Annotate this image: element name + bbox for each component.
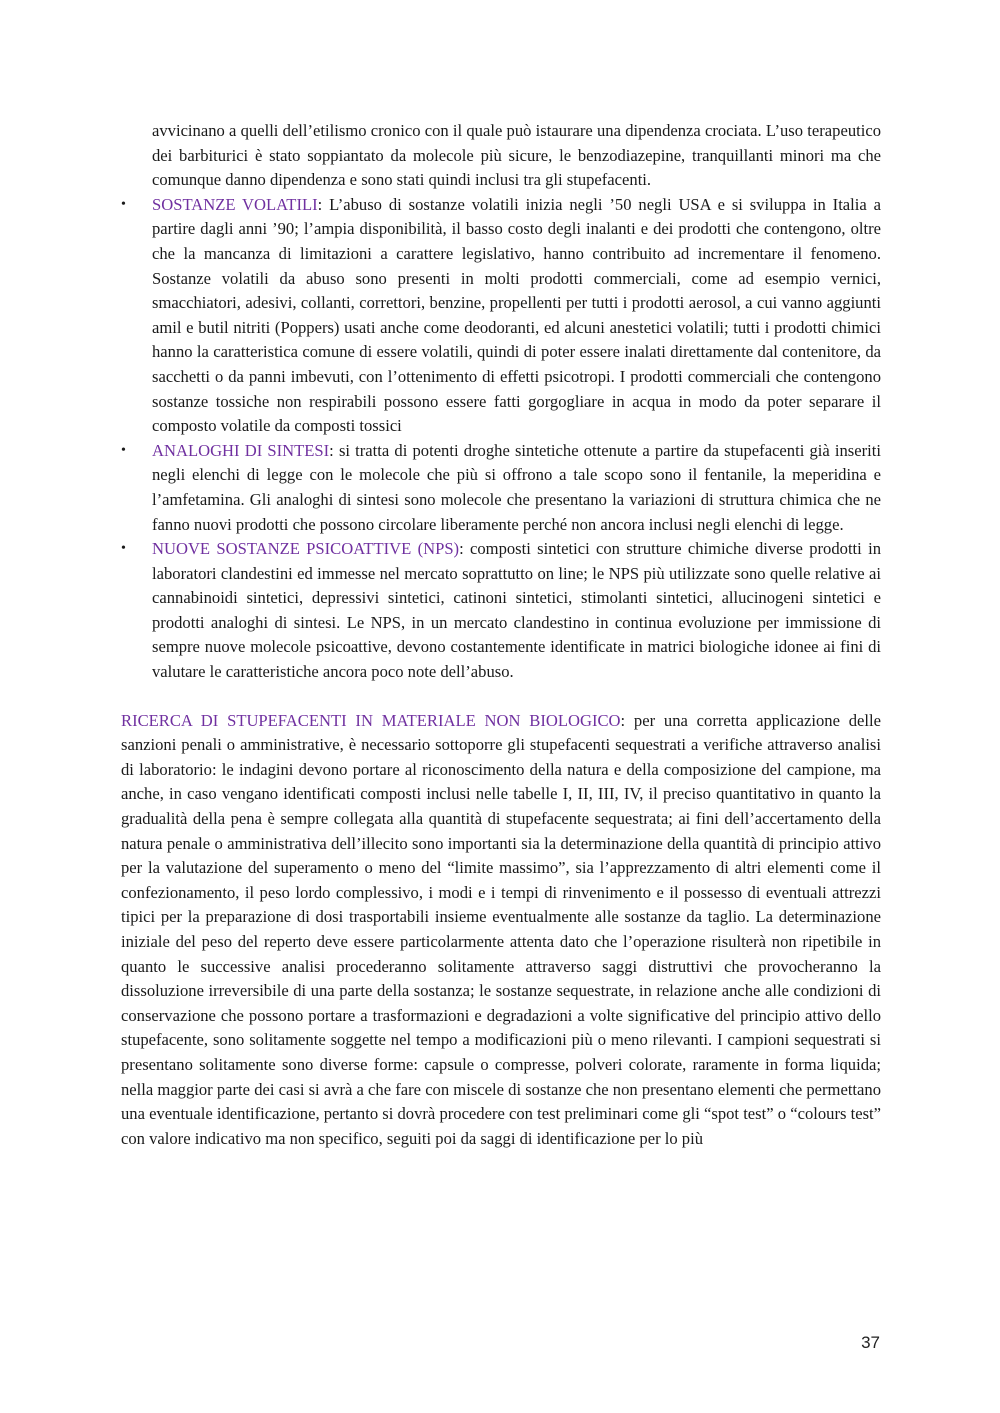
section-text: : per una corretta applicazione delle sanzioni penali o amministrative, è necessario sottoporre gli stupefacenti sequestrati a verifiche attraverso analisi di laboratorio: le indagini devono portare al riconoscimento della natura e della composizione del campione, ma anche, in caso vengano identificati composti inclusi nelle tabelle I, II, III, IV, il preciso quantitativo in quanto la gradualità della pena è sempre collegata alla quantità di stupefacente sequestrata; ai fini dell’accertamento della natura penale o amministrativa dell’illecito sono importanti sia la determinazione della quantità di principio attivo per la valutazione del superamento o meno del “limite massimo”, sia l’apprezzamento di altri elementi come il confezionamento, il peso lordo complessivo, i modi e i tempi di rinvenimento e il possesso di eventuali attrezzi tipici per la preparazione di dosi trasportabili insieme eventualmente alle sostanze da taglio. La determinazione iniziale del peso del reperto deve essere particolarmente attenta dato che l’operazione risulterà non ripetibile in quanto le successive analisi procederanno solitamente attraverso saggi distruttivi che provocheranno la dissoluzione irreversibile di una parte della sostanza; le sostanze sequestrate, in relazione anche alle condizioni di conservazione che possono portare a trasformazioni e degradazioni a volte significative del principio attivo dello stupefacente, sono solitamente soggette nel tempo a modificazioni più o meno rilevanti. I campioni sequestrati si presentano solitamente sono diverse forme: capsule o compresse, polveri colorate, raramente in forma liquida; nella maggior parte dei casi si avrà a che fare con miscele di sostanze che non presentano elementi che permettano una eventuale identificazione, pertanto si dovrà procedere con test preliminari come gli “spot test” o “colours test” con valore indicativo ma non specifico, seguiti poi da saggi di identificazione per lo più (121, 710, 881, 1148)
list-item-text: : si tratta di potenti droghe sintetiche ottenute a partire da stupefacenti già inseriti negli elenchi di legge con le molecole che più si offrono a tale scopo sono il fentanile, la meperidina e l’amfetamina. Gli analoghi di sintesi sono molecole che presentano la variazioni di struttura chimica che ne fanno nuovi prodotti che possono circolare liberamente perché non ancora inclusi negli elenchi di legge. (152, 440, 881, 534)
list-item-sostanze-volatili (121, 193, 881, 439)
bullet-icon: • (121, 442, 126, 458)
list-item-text: : composti sintetici con strutture chimiche diverse prodotti in laboratori clandestini ed immesse nel mercato soprattutto on line; le NPS più utilizzate sono quelle relative ai cannabinoidi sintetici, depressivi sintetici, catinoni sintetici, stimolanti sintetici, allucinogeni sintetici e prodotti analoghi di sintesi. Le NPS, in un mercato clandestino in continua evoluzione per immissione di sempre nuove molecole psicoattive, devono costantemente identificate in matrici biologiche idonee ai fini di valutare le caratteristiche ancora poco note dell’abuso. (152, 539, 881, 682)
list-item-analoghi-di-sintesi (121, 439, 881, 537)
list-item-heading: ANALOGHI DI SINTESI (152, 440, 330, 460)
bullet-icon: • (121, 196, 126, 212)
list-item-nuove-sostanze-psicoattive (121, 537, 881, 685)
list-item-heading: SOSTANZE VOLATILI (152, 194, 318, 214)
section-paragraph (121, 709, 881, 1152)
continued-paragraph: avvicinano a quelli dell’etilismo cronico con il quale può istaurare una dipendenza crociata. L’uso terapeutico dei barbiturici è stato soppiantato da molecole più sicure, le benzodiazepine, tranquillanti minori ma che comunque danno dipendenza e sono stati quindi inclusi tra gli stupefacenti. (152, 121, 881, 190)
bullet-icon: • (121, 541, 126, 557)
list-item-text: : L’abuso di sostanze volatili inizia negli ’50 negli USA e si sviluppa in Italia a partire dagli anni ’90; l’ampia disponibilità, il basso costo degli inalanti e dei prodotti che contengono, oltre che la mancanza di limitazioni a carattere legislativo, hanno contribuito ad incrementare il fenomeno. Sostanze volatili da abuso sono presenti in molti prodotti commerciali, come ad esempio vernici, smacchiatori, adesivi, collanti, correttori, benzine, propellenti per tutti i prodotti aerosol, a cui vanno aggiunti amil e butil nitriti (Poppers) usati anche come deodoranti, ed alcuni anestetici volatili; tutti i prodotti chimici hanno la caratteristica comune di essere volatili, quindi di poter essere inalati direttamente dal contenitore, da sacchetti o da panni imbevuti, con l’ottenimento di effetti psicotropi. I prodotti commerciali che contengono sostanze tossiche non respirabili possono essere fatti gorgogliare in acqua in modo da poter separare il composto volatile da composti tossici (152, 194, 881, 436)
page-number: 37 (861, 1333, 880, 1352)
list-item-heading: NUOVE SOSTANZE PSICOATTIVE (NPS) (152, 539, 460, 559)
page-body (121, 119, 881, 1151)
section-heading: RICERCA DI STUPEFACENTI IN MATERIALE NON BIOLOGICO (121, 710, 621, 730)
substance-list (121, 193, 881, 685)
